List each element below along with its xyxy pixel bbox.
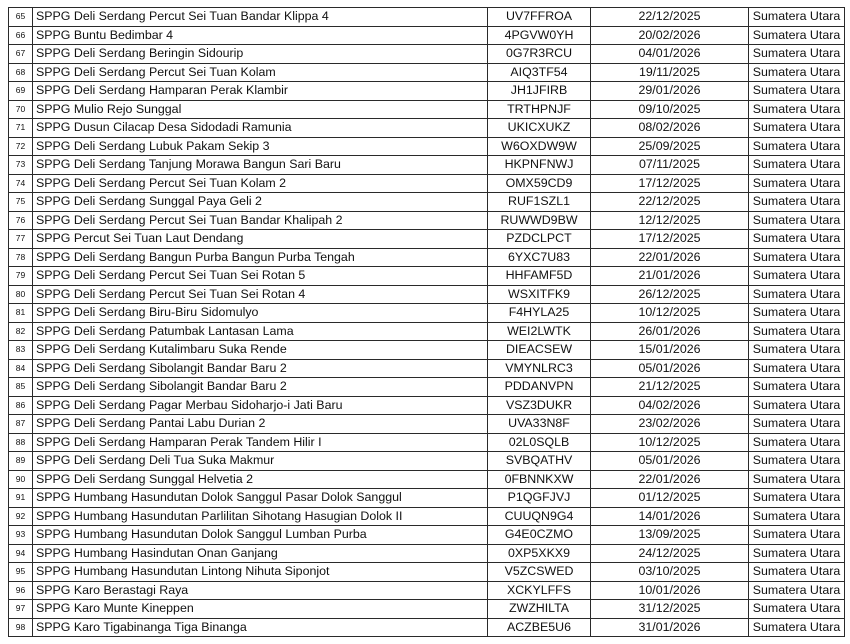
registration-code-cell: CUUQN9G4 xyxy=(488,507,591,526)
table-row xyxy=(9,544,845,563)
row-number-cell: 68 xyxy=(9,63,33,82)
registration-code-cell: SVBQATHV xyxy=(488,452,591,471)
sppg-name-cell: SPPG Deli Serdang Hamparan Perak Klambir xyxy=(33,82,488,101)
table-row xyxy=(9,230,845,249)
registration-code-cell: P1QGFJVJ xyxy=(488,489,591,508)
table-row xyxy=(9,526,845,545)
row-number-cell: 87 xyxy=(9,415,33,434)
row-number-cell: 80 xyxy=(9,285,33,304)
table-row xyxy=(9,304,845,323)
registration-code-cell: UKICXUKZ xyxy=(488,119,591,138)
date-cell: 10/01/2026 xyxy=(591,581,749,600)
province-cell: Sumatera Utara xyxy=(749,415,845,434)
sppg-name-cell: SPPG Deli Serdang Percut Sei Tuan Kolam 2 xyxy=(33,174,488,193)
row-number-cell: 65 xyxy=(9,8,33,27)
province-cell: Sumatera Utara xyxy=(749,359,845,378)
row-number-cell: 96 xyxy=(9,581,33,600)
date-cell: 31/01/2026 xyxy=(591,618,749,637)
sppg-name-cell: SPPG Deli Serdang Hamparan Perak Tandem Hilir I xyxy=(33,433,488,452)
registration-code-cell: 0G7R3RCU xyxy=(488,45,591,64)
registration-code-cell: V5ZCSWED xyxy=(488,563,591,582)
date-cell: 10/12/2025 xyxy=(591,304,749,323)
province-cell: Sumatera Utara xyxy=(749,174,845,193)
date-cell: 04/02/2026 xyxy=(591,396,749,415)
sppg-name-cell: SPPG Deli Serdang Percut Sei Tuan Bandar Khalipah 2 xyxy=(33,211,488,230)
province-cell: Sumatera Utara xyxy=(749,8,845,27)
province-cell: Sumatera Utara xyxy=(749,82,845,101)
sppg-name-cell: SPPG Deli Serdang Sunggal Paya Geli 2 xyxy=(33,193,488,212)
province-cell: Sumatera Utara xyxy=(749,507,845,526)
table-row xyxy=(9,45,845,64)
sppg-name-cell: SPPG Humbang Hasundutan Dolok Sanggul Pasar Dolok Sanggul xyxy=(33,489,488,508)
table-row xyxy=(9,470,845,489)
row-number-cell: 91 xyxy=(9,489,33,508)
sppg-name-cell: SPPG Deli Serdang Sibolangit Bandar Baru 2 xyxy=(33,359,488,378)
date-cell: 05/01/2026 xyxy=(591,359,749,378)
sppg-name-cell: SPPG Deli Serdang Kutalimbaru Suka Rende xyxy=(33,341,488,360)
date-cell: 15/01/2026 xyxy=(591,341,749,360)
date-cell: 17/12/2025 xyxy=(591,174,749,193)
date-cell: 07/11/2025 xyxy=(591,156,749,175)
sppg-name-cell: SPPG Deli Serdang Biru-Biru Sidomulyo xyxy=(33,304,488,323)
sppg-name-cell: SPPG Deli Serdang Sunggal Helvetia 2 xyxy=(33,470,488,489)
row-number-cell: 93 xyxy=(9,526,33,545)
registration-code-cell: ACZBE5U6 xyxy=(488,618,591,637)
table-row xyxy=(9,174,845,193)
province-cell: Sumatera Utara xyxy=(749,137,845,156)
row-number-cell: 72 xyxy=(9,137,33,156)
date-cell: 20/02/2026 xyxy=(591,26,749,45)
registration-code-cell: ZWZHILTA xyxy=(488,600,591,619)
province-cell: Sumatera Utara xyxy=(749,285,845,304)
table-row xyxy=(9,452,845,471)
table-row xyxy=(9,600,845,619)
row-number-cell: 79 xyxy=(9,267,33,286)
sppg-registry-table xyxy=(8,7,845,637)
sppg-name-cell: SPPG Deli Serdang Sibolangit Bandar Baru 2 xyxy=(33,378,488,397)
province-cell: Sumatera Utara xyxy=(749,600,845,619)
date-cell: 22/12/2025 xyxy=(591,8,749,27)
table-body xyxy=(9,8,845,637)
date-cell: 03/10/2025 xyxy=(591,563,749,582)
registration-code-cell: HHFAMF5D xyxy=(488,267,591,286)
sppg-name-cell: SPPG Percut Sei Tuan Laut Dendang xyxy=(33,230,488,249)
table-row xyxy=(9,489,845,508)
province-cell: Sumatera Utara xyxy=(749,193,845,212)
table-row xyxy=(9,26,845,45)
province-cell: Sumatera Utara xyxy=(749,100,845,119)
province-cell: Sumatera Utara xyxy=(749,63,845,82)
sppg-name-cell: SPPG Deli Serdang Lubuk Pakam Sekip 3 xyxy=(33,137,488,156)
date-cell: 31/12/2025 xyxy=(591,600,749,619)
registration-code-cell: JH1JFIRB xyxy=(488,82,591,101)
date-cell: 19/11/2025 xyxy=(591,63,749,82)
date-cell: 25/09/2025 xyxy=(591,137,749,156)
registration-code-cell: 0XP5XKX9 xyxy=(488,544,591,563)
table-row xyxy=(9,63,845,82)
registration-code-cell: PZDCLPCT xyxy=(488,230,591,249)
row-number-cell: 85 xyxy=(9,378,33,397)
province-cell: Sumatera Utara xyxy=(749,230,845,249)
sppg-name-cell: SPPG Dusun Cilacap Desa Sidodadi Ramunia xyxy=(33,119,488,138)
table-row xyxy=(9,378,845,397)
date-cell: 26/01/2026 xyxy=(591,322,749,341)
date-cell: 17/12/2025 xyxy=(591,230,749,249)
registration-code-cell: DIEACSEW xyxy=(488,341,591,360)
sppg-name-cell: SPPG Deli Serdang Deli Tua Suka Makmur xyxy=(33,452,488,471)
table-row xyxy=(9,193,845,212)
registration-code-cell: WEI2LWTK xyxy=(488,322,591,341)
province-cell: Sumatera Utara xyxy=(749,452,845,471)
province-cell: Sumatera Utara xyxy=(749,378,845,397)
province-cell: Sumatera Utara xyxy=(749,563,845,582)
date-cell: 14/01/2026 xyxy=(591,507,749,526)
sppg-name-cell: SPPG Deli Serdang Tanjung Morawa Bangun Sari Baru xyxy=(33,156,488,175)
province-cell: Sumatera Utara xyxy=(749,341,845,360)
sppg-name-cell: SPPG Deli Serdang Percut Sei Tuan Sei Rotan 4 xyxy=(33,285,488,304)
sppg-name-cell: SPPG Deli Serdang Bangun Purba Bangun Purba Tengah xyxy=(33,248,488,267)
table-row xyxy=(9,82,845,101)
registration-code-cell: PDDANVPN xyxy=(488,378,591,397)
row-number-cell: 92 xyxy=(9,507,33,526)
sppg-name-cell: SPPG Deli Serdang Percut Sei Tuan Kolam xyxy=(33,63,488,82)
sppg-name-cell: SPPG Deli Serdang Percut Sei Tuan Sei Rotan 5 xyxy=(33,267,488,286)
date-cell: 24/12/2025 xyxy=(591,544,749,563)
province-cell: Sumatera Utara xyxy=(749,396,845,415)
row-number-cell: 97 xyxy=(9,600,33,619)
province-cell: Sumatera Utara xyxy=(749,544,845,563)
sppg-name-cell: SPPG Humbang Hasundutan Lintong Nihuta Siponjot xyxy=(33,563,488,582)
province-cell: Sumatera Utara xyxy=(749,119,845,138)
registration-code-cell: 02L0SQLB xyxy=(488,433,591,452)
province-cell: Sumatera Utara xyxy=(749,45,845,64)
province-cell: Sumatera Utara xyxy=(749,526,845,545)
row-number-cell: 84 xyxy=(9,359,33,378)
date-cell: 05/01/2026 xyxy=(591,452,749,471)
table-row xyxy=(9,433,845,452)
table-row xyxy=(9,396,845,415)
registration-code-cell: OMX59CD9 xyxy=(488,174,591,193)
table-row xyxy=(9,359,845,378)
table-row xyxy=(9,100,845,119)
date-cell: 26/12/2025 xyxy=(591,285,749,304)
province-cell: Sumatera Utara xyxy=(749,618,845,637)
date-cell: 10/12/2025 xyxy=(591,433,749,452)
province-cell: Sumatera Utara xyxy=(749,489,845,508)
table-row xyxy=(9,618,845,637)
row-number-cell: 89 xyxy=(9,452,33,471)
sppg-name-cell: SPPG Karo Munte Kineppen xyxy=(33,600,488,619)
sppg-name-cell: SPPG Buntu Bedimbar 4 xyxy=(33,26,488,45)
row-number-cell: 86 xyxy=(9,396,33,415)
date-cell: 01/12/2025 xyxy=(591,489,749,508)
row-number-cell: 82 xyxy=(9,322,33,341)
date-cell: 04/01/2026 xyxy=(591,45,749,64)
registration-code-cell: 6YXC7U83 xyxy=(488,248,591,267)
province-cell: Sumatera Utara xyxy=(749,581,845,600)
row-number-cell: 81 xyxy=(9,304,33,323)
sppg-name-cell: SPPG Karo Berastagi Raya xyxy=(33,581,488,600)
table-row xyxy=(9,248,845,267)
row-number-cell: 95 xyxy=(9,563,33,582)
row-number-cell: 74 xyxy=(9,174,33,193)
table-row xyxy=(9,563,845,582)
table-row xyxy=(9,581,845,600)
registration-code-cell: W6OXDW9W xyxy=(488,137,591,156)
registration-code-cell: HKPNFNWJ xyxy=(488,156,591,175)
registration-code-cell: TRTHPNJF xyxy=(488,100,591,119)
registration-code-cell: XCKYLFFS xyxy=(488,581,591,600)
date-cell: 21/01/2026 xyxy=(591,267,749,286)
date-cell: 09/10/2025 xyxy=(591,100,749,119)
row-number-cell: 71 xyxy=(9,119,33,138)
province-cell: Sumatera Utara xyxy=(749,26,845,45)
date-cell: 22/01/2026 xyxy=(591,470,749,489)
registration-code-cell: F4HYLA25 xyxy=(488,304,591,323)
row-number-cell: 69 xyxy=(9,82,33,101)
row-number-cell: 73 xyxy=(9,156,33,175)
row-number-cell: 67 xyxy=(9,45,33,64)
row-number-cell: 98 xyxy=(9,618,33,637)
row-number-cell: 94 xyxy=(9,544,33,563)
province-cell: Sumatera Utara xyxy=(749,322,845,341)
sppg-name-cell: SPPG Deli Serdang Pantai Labu Durian 2 xyxy=(33,415,488,434)
province-cell: Sumatera Utara xyxy=(749,248,845,267)
registration-code-cell: G4E0CZMO xyxy=(488,526,591,545)
date-cell: 22/01/2026 xyxy=(591,248,749,267)
row-number-cell: 77 xyxy=(9,230,33,249)
table-row xyxy=(9,285,845,304)
sppg-name-cell: SPPG Humbang Hasundutan Dolok Sanggul Lumban Purba xyxy=(33,526,488,545)
province-cell: Sumatera Utara xyxy=(749,211,845,230)
table-row xyxy=(9,156,845,175)
table-row xyxy=(9,415,845,434)
row-number-cell: 75 xyxy=(9,193,33,212)
registration-code-cell: VSZ3DUKR xyxy=(488,396,591,415)
table-row xyxy=(9,137,845,156)
table-row xyxy=(9,341,845,360)
sppg-name-cell: SPPG Deli Serdang Percut Sei Tuan Bandar Klippa 4 xyxy=(33,8,488,27)
province-cell: Sumatera Utara xyxy=(749,156,845,175)
row-number-cell: 66 xyxy=(9,26,33,45)
date-cell: 12/12/2025 xyxy=(591,211,749,230)
province-cell: Sumatera Utara xyxy=(749,304,845,323)
registration-code-cell: 4PGVW0YH xyxy=(488,26,591,45)
row-number-cell: 70 xyxy=(9,100,33,119)
registration-code-cell: UVA33N8F xyxy=(488,415,591,434)
registration-code-cell: RUF1SZL1 xyxy=(488,193,591,212)
date-cell: 08/02/2026 xyxy=(591,119,749,138)
registration-code-cell: WSXITFK9 xyxy=(488,285,591,304)
table-row xyxy=(9,8,845,27)
province-cell: Sumatera Utara xyxy=(749,267,845,286)
registration-code-cell: 0FBNNKXW xyxy=(488,470,591,489)
table-row xyxy=(9,119,845,138)
sppg-name-cell: SPPG Mulio Rejo Sunggal xyxy=(33,100,488,119)
sppg-name-cell: SPPG Deli Serdang Beringin Sidourip xyxy=(33,45,488,64)
table-row xyxy=(9,267,845,286)
date-cell: 22/12/2025 xyxy=(591,193,749,212)
sppg-name-cell: SPPG Deli Serdang Pagar Merbau Sidoharjo-i Jati Baru xyxy=(33,396,488,415)
date-cell: 29/01/2026 xyxy=(591,82,749,101)
province-cell: Sumatera Utara xyxy=(749,433,845,452)
table-row xyxy=(9,211,845,230)
row-number-cell: 90 xyxy=(9,470,33,489)
date-cell: 23/02/2026 xyxy=(591,415,749,434)
row-number-cell: 83 xyxy=(9,341,33,360)
table-row xyxy=(9,507,845,526)
row-number-cell: 76 xyxy=(9,211,33,230)
registration-code-cell: VMYNLRC3 xyxy=(488,359,591,378)
date-cell: 13/09/2025 xyxy=(591,526,749,545)
sppg-name-cell: SPPG Humbang Hasundutan Parlilitan Sihotang Hasugian Dolok II xyxy=(33,507,488,526)
table-row xyxy=(9,322,845,341)
row-number-cell: 88 xyxy=(9,433,33,452)
sppg-name-cell: SPPG Deli Serdang Patumbak Lantasan Lama xyxy=(33,322,488,341)
registration-code-cell: AIQ3TF54 xyxy=(488,63,591,82)
registration-code-cell: UV7FFROA xyxy=(488,8,591,27)
sppg-name-cell: SPPG Karo Tigabinanga Tiga Binanga xyxy=(33,618,488,637)
registration-code-cell: RUWWD9BW xyxy=(488,211,591,230)
sppg-name-cell: SPPG Humbang Hasindutan Onan Ganjang xyxy=(33,544,488,563)
row-number-cell: 78 xyxy=(9,248,33,267)
province-cell: Sumatera Utara xyxy=(749,470,845,489)
date-cell: 21/12/2025 xyxy=(591,378,749,397)
